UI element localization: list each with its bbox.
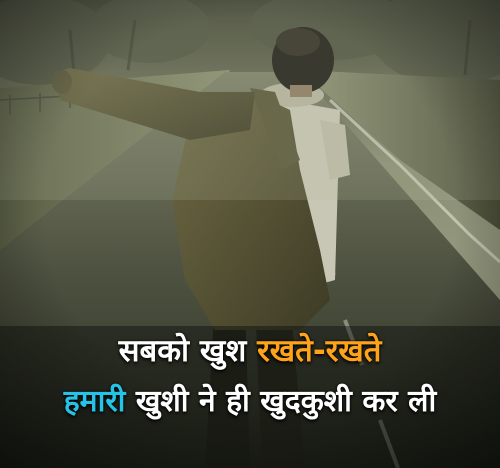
caption-line-1-orange: रखते-रखते <box>257 333 382 369</box>
caption-line-2-cyan: हमारी <box>63 384 126 419</box>
caption-line-2-white: खुशी ने ही खुदकुशी कर ली <box>125 384 437 419</box>
caption-line-1 <box>0 333 500 369</box>
caption-line-1-white: सबको खुश <box>118 333 258 369</box>
caption-line-2 <box>0 384 500 419</box>
